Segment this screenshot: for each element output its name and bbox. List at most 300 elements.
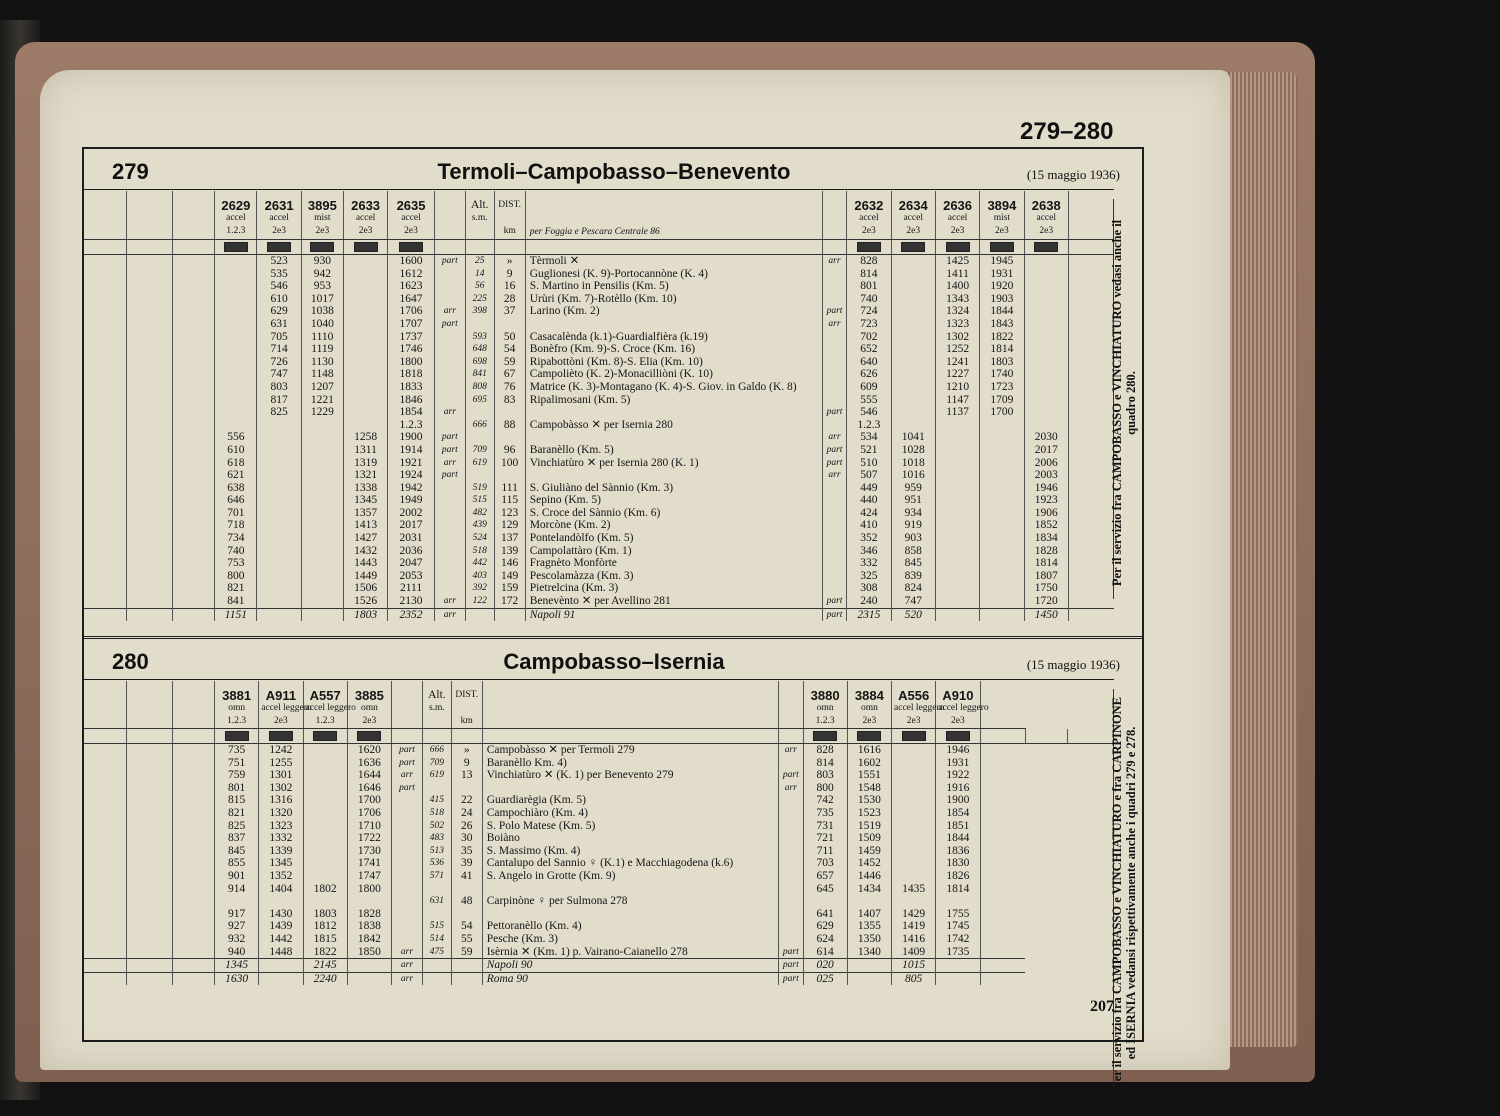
- time-cell: [1024, 293, 1068, 306]
- time-cell: [935, 444, 979, 457]
- table-row: [84, 807, 1114, 820]
- time-cell: 614: [803, 946, 847, 959]
- altitude-cell: 225: [465, 293, 494, 306]
- time-cell: 1439: [259, 920, 303, 933]
- train-number: A910: [942, 688, 974, 703]
- time-cell: 714: [257, 343, 301, 356]
- time-cell: 621: [215, 469, 257, 482]
- table-row: [84, 519, 1114, 532]
- altitude-cell: [465, 608, 494, 621]
- time-cell: [343, 293, 387, 306]
- time-cell: 1119: [301, 343, 343, 356]
- symbol-row: [84, 240, 1114, 255]
- altitude-cell: 808: [465, 381, 494, 394]
- distance-cell: 22: [451, 794, 482, 807]
- dist-header: [451, 681, 482, 729]
- blank-col: [1068, 305, 1114, 318]
- time-cell: [257, 608, 301, 621]
- time-cell: [892, 769, 936, 782]
- blank-col: [126, 293, 173, 306]
- time-cell: 1616: [847, 744, 891, 757]
- blank-col: [84, 769, 126, 782]
- blank-col: [126, 343, 173, 356]
- time-cell: [301, 595, 343, 608]
- blank-col: [126, 545, 173, 558]
- time-cell: [215, 394, 257, 407]
- altitude-cell: 514: [422, 933, 451, 946]
- station-name: Pietrelcina (Km. 3): [525, 582, 822, 595]
- arr-part-mark: [822, 419, 846, 432]
- arr-part-mark: [434, 582, 465, 595]
- train-seats: 2e3: [1039, 226, 1054, 236]
- train-header: [259, 681, 312, 729]
- altitude-cell: 619: [465, 457, 494, 470]
- table-row: [84, 744, 1114, 757]
- time-cell: 1803: [980, 356, 1024, 369]
- blank-col: [126, 191, 173, 240]
- time-cell: 903: [891, 532, 935, 545]
- time-cell: 1416: [892, 933, 936, 946]
- train-header: [935, 191, 979, 240]
- time-cell: 410: [847, 519, 891, 532]
- arr-part-mark: [822, 343, 846, 356]
- arr-part-mark: arr: [392, 972, 423, 985]
- time-cell: 1833: [388, 381, 435, 394]
- altitude-cell: 698: [465, 356, 494, 369]
- time-cell: [215, 419, 257, 432]
- altitude-cell: 841: [465, 368, 494, 381]
- station-name: Roma 90: [482, 972, 778, 985]
- time-cell: 1828: [1024, 545, 1068, 558]
- altitude-cell: 442: [465, 557, 494, 570]
- train-header: [803, 681, 847, 729]
- arr-part-mark: part: [434, 431, 465, 444]
- time-cell: 535: [257, 268, 301, 281]
- symbol-cell: [525, 240, 822, 255]
- time-cell: 1352: [259, 870, 303, 883]
- time-cell: 1548: [847, 782, 891, 795]
- time-cell: 2130: [388, 595, 435, 608]
- blank-col: [84, 933, 126, 946]
- arr-part-mark: arr: [434, 608, 465, 621]
- distance-cell: [451, 972, 482, 985]
- arr-part-mark: arr: [779, 744, 803, 757]
- arr-part-mark: arr: [392, 959, 423, 973]
- time-cell: 1350: [847, 933, 891, 946]
- blank-col: [173, 419, 215, 432]
- blank-col: [1068, 444, 1114, 457]
- table-row: [84, 920, 1114, 933]
- time-cell: 1038: [301, 305, 343, 318]
- time-cell: 1706: [347, 807, 391, 820]
- train-type-icon: [902, 731, 926, 741]
- arr-part-mark: [392, 832, 423, 845]
- train-type-icon: [357, 731, 381, 741]
- time-cell: 2017: [388, 519, 435, 532]
- altitude-cell: 475: [422, 946, 451, 959]
- arr-part-mark: arr: [392, 769, 423, 782]
- altitude-cell: 666: [465, 419, 494, 432]
- distance-cell: 13: [451, 769, 482, 782]
- blank-col: [980, 857, 1025, 870]
- time-cell: 1741: [347, 857, 391, 870]
- blank-col: [126, 883, 172, 896]
- time-cell: [215, 368, 257, 381]
- symbol-cell: [465, 240, 494, 255]
- blank-col: [126, 368, 173, 381]
- time-cell: 1814: [936, 883, 980, 896]
- time-cell: 1803: [343, 608, 387, 621]
- arr-part-mark: [434, 519, 465, 532]
- time-cell: 1041: [891, 431, 935, 444]
- train-number: 2629: [221, 198, 251, 213]
- time-cell: [301, 457, 343, 470]
- time-cell: 1523: [847, 807, 891, 820]
- time-cell: [936, 959, 980, 973]
- blank-col: [126, 946, 172, 959]
- time-cell: 2352: [388, 608, 435, 621]
- train-seats: 2e3: [951, 716, 965, 726]
- symbol-cell: [936, 729, 980, 744]
- blank-col: [84, 419, 126, 432]
- station-name: Vinchiatùro ✕ per Isernia 280 (K. 1): [525, 457, 822, 470]
- distance-cell: 55: [451, 933, 482, 946]
- time-cell: [935, 608, 979, 621]
- time-cell: 1710: [347, 820, 391, 833]
- altitude-cell: 398: [465, 305, 494, 318]
- altitude-cell: 403: [465, 570, 494, 583]
- distance-cell: [451, 883, 482, 896]
- time-cell: 1921: [388, 457, 435, 470]
- time-cell: 1900: [936, 794, 980, 807]
- time-cell: 1920: [980, 280, 1024, 293]
- alt-unit: s.m.: [428, 703, 445, 713]
- train-seats: 1.2.3: [315, 716, 335, 726]
- time-cell: [301, 519, 343, 532]
- time-cell: [257, 507, 301, 520]
- time-cell: [891, 280, 935, 293]
- dist-label: DIST.: [498, 200, 522, 210]
- time-cell: 1.2.3: [388, 419, 435, 432]
- time-cell: [301, 419, 343, 432]
- time-cell: 723: [847, 318, 891, 331]
- time-cell: 1707: [388, 318, 435, 331]
- time-cell: [847, 895, 891, 908]
- time-cell: 1040: [301, 318, 343, 331]
- time-cell: [343, 406, 387, 419]
- blank-col: [126, 519, 173, 532]
- arr-part-mark: [822, 557, 846, 570]
- train-class: accel leggero: [938, 703, 989, 713]
- time-cell: [257, 532, 301, 545]
- train-header: [301, 191, 343, 240]
- blank-col: [173, 545, 215, 558]
- blank-col: [126, 482, 173, 495]
- blank-col: [126, 794, 172, 807]
- train-number: 2633: [351, 198, 381, 213]
- time-cell: 1846: [388, 394, 435, 407]
- time-cell: 817: [257, 394, 301, 407]
- time-cell: [936, 972, 980, 985]
- blank-col: [126, 381, 173, 394]
- blank-col: [84, 507, 126, 520]
- symbol-cell: [303, 729, 347, 744]
- distance-cell: 41: [451, 870, 482, 883]
- time-cell: 1931: [936, 757, 980, 770]
- arr-part-mark: part: [822, 608, 846, 621]
- table-row: [84, 532, 1114, 545]
- blank-col: [173, 268, 215, 281]
- alt-header: [465, 191, 494, 240]
- arr-part-mark: [392, 908, 423, 921]
- blank-col: [84, 959, 126, 973]
- time-cell: [891, 331, 935, 344]
- time-cell: 1844: [936, 832, 980, 845]
- time-cell: 1.2.3: [847, 419, 891, 432]
- table-row: [84, 845, 1114, 858]
- arr-part-mark: part: [779, 972, 803, 985]
- time-cell: 726: [257, 356, 301, 369]
- time-cell: 1252: [935, 343, 979, 356]
- arr-part-mark: [822, 582, 846, 595]
- blank-col: [172, 845, 214, 858]
- time-cell: 1851: [936, 820, 980, 833]
- table-row: [84, 933, 1114, 946]
- time-cell: [257, 444, 301, 457]
- distance-cell: 83: [494, 394, 525, 407]
- table-row: [84, 368, 1114, 381]
- station-name: Tèrmoli ✕: [525, 255, 822, 268]
- train-class: accel: [226, 213, 246, 223]
- time-cell: [303, 769, 347, 782]
- time-cell: [980, 545, 1024, 558]
- time-cell: 2240: [303, 972, 347, 985]
- altitude-cell: 695: [465, 394, 494, 407]
- time-cell: 1227: [935, 368, 979, 381]
- time-cell: 1914: [388, 444, 435, 457]
- time-cell: 1207: [301, 381, 343, 394]
- time-cell: 930: [301, 255, 343, 268]
- time-cell: 805: [892, 972, 936, 985]
- station-name: Campolattàro (Km. 1): [525, 545, 822, 558]
- blank-col: [1068, 570, 1114, 583]
- time-cell: [301, 545, 343, 558]
- mark-col: [434, 191, 465, 240]
- altitude-cell: 513: [422, 845, 451, 858]
- blank-col: [173, 444, 215, 457]
- time-cell: 1551: [847, 769, 891, 782]
- blank-col: [84, 191, 126, 240]
- distance-cell: 35: [451, 845, 482, 858]
- time-cell: 747: [257, 368, 301, 381]
- time-cell: [891, 255, 935, 268]
- side-note: [1110, 199, 1142, 599]
- via-note: per Foggia e Pescara Centrale 86: [529, 227, 660, 237]
- altitude-cell: 482: [465, 507, 494, 520]
- connection-row: [84, 972, 1114, 985]
- station-name: Boiàno: [482, 832, 778, 845]
- blank-col: [173, 356, 215, 369]
- time-cell: 645: [803, 883, 847, 896]
- time-cell: 1903: [980, 293, 1024, 306]
- distance-cell: 59: [494, 356, 525, 369]
- arr-part-mark: [822, 494, 846, 507]
- time-cell: [892, 870, 936, 883]
- train-type-icon: [1034, 242, 1058, 252]
- time-cell: [347, 895, 391, 908]
- time-cell: [343, 343, 387, 356]
- time-cell: 1255: [259, 757, 303, 770]
- blank-col: [1068, 457, 1114, 470]
- blank-col: [980, 895, 1025, 908]
- time-cell: [936, 895, 980, 908]
- time-cell: [343, 280, 387, 293]
- train-number: A557: [309, 688, 341, 703]
- time-cell: 1446: [847, 870, 891, 883]
- time-cell: [257, 469, 301, 482]
- dist-unit: km: [460, 716, 473, 726]
- table-row: [84, 757, 1114, 770]
- train-seats: 2e3: [404, 226, 418, 236]
- table-row: [84, 782, 1114, 795]
- blank-col: [126, 972, 172, 985]
- time-cell: 1229: [301, 406, 343, 419]
- distance-cell: 139: [494, 545, 525, 558]
- blank-col: [126, 681, 172, 729]
- time-cell: 1828: [347, 908, 391, 921]
- arr-part-mark: part: [822, 444, 846, 457]
- time-cell: [935, 570, 979, 583]
- time-cell: [303, 794, 347, 807]
- time-cell: 020: [803, 959, 847, 973]
- time-cell: 839: [891, 570, 935, 583]
- table-row: [84, 318, 1114, 331]
- arr-part-mark: [779, 820, 803, 833]
- train-class: accel leggero: [261, 703, 312, 713]
- time-cell: 1814: [1024, 557, 1068, 570]
- time-cell: 1826: [936, 870, 980, 883]
- alt-header: [422, 681, 451, 729]
- time-cell: 1459: [847, 845, 891, 858]
- time-cell: 1906: [1024, 507, 1068, 520]
- time-cell: 821: [215, 582, 257, 595]
- blank-col: [1068, 532, 1114, 545]
- train-number: 3894: [987, 198, 1017, 213]
- blank-col: [84, 519, 126, 532]
- time-cell: 624: [803, 933, 847, 946]
- table-row: [84, 582, 1114, 595]
- distance-cell: 100: [494, 457, 525, 470]
- time-cell: 825: [215, 820, 259, 833]
- time-cell: [891, 318, 935, 331]
- arr-part-mark: [434, 394, 465, 407]
- train-class: omn: [228, 703, 246, 713]
- arr-part-mark: [434, 532, 465, 545]
- blank-col: [173, 532, 215, 545]
- time-cell: [303, 782, 347, 795]
- train-header: [1024, 191, 1068, 240]
- altitude-cell: [422, 908, 451, 921]
- blank-col: [1068, 507, 1114, 520]
- time-cell: 942: [301, 268, 343, 281]
- time-cell: 1018: [891, 457, 935, 470]
- station-name: Matrice (K. 3)-Montagano (K. 4)-S. Giov. in Galdo (K. 8): [525, 381, 822, 394]
- time-cell: 747: [891, 595, 935, 608]
- blank-col: [126, 507, 173, 520]
- time-cell: 800: [215, 570, 257, 583]
- distance-cell: [451, 908, 482, 921]
- blank-col: [126, 933, 172, 946]
- blank-col: [173, 507, 215, 520]
- timetable-280: [84, 681, 1114, 985]
- arr-part-mark: part: [822, 305, 846, 318]
- timetable-279: [84, 191, 1114, 621]
- time-cell: 825: [257, 406, 301, 419]
- time-cell: 424: [847, 507, 891, 520]
- arr-part-mark: [434, 368, 465, 381]
- time-cell: 346: [847, 545, 891, 558]
- time-cell: 1636: [347, 757, 391, 770]
- symbol-cell: [84, 240, 126, 255]
- blank-col: [173, 557, 215, 570]
- arr-part-mark: [392, 883, 423, 896]
- time-cell: 1409: [892, 946, 936, 959]
- time-cell: [347, 959, 391, 973]
- blank-col: [173, 191, 215, 240]
- table-row: [84, 356, 1114, 369]
- altitude-cell: [422, 782, 451, 795]
- time-cell: [980, 469, 1024, 482]
- time-cell: [215, 381, 257, 394]
- time-cell: 801: [215, 782, 259, 795]
- arr-part-mark: [822, 545, 846, 558]
- arr-part-mark: arr: [392, 946, 423, 959]
- section-date: (15 maggio 1936): [1026, 167, 1120, 182]
- time-cell: 025: [803, 972, 847, 985]
- station-name: S. Giuliàno del Sànnio (Km. 3): [525, 482, 822, 495]
- time-cell: [343, 419, 387, 432]
- time-cell: [980, 519, 1024, 532]
- blank-col: [173, 305, 215, 318]
- time-cell: 718: [215, 519, 257, 532]
- symbol-cell: [891, 240, 935, 255]
- arr-part-mark: [779, 908, 803, 921]
- arr-part-mark: [822, 394, 846, 407]
- time-cell: 1722: [347, 832, 391, 845]
- blank-col: [84, 494, 126, 507]
- blank-col: [1068, 519, 1114, 532]
- altitude-cell: 439: [465, 519, 494, 532]
- time-cell: 1345: [343, 494, 387, 507]
- time-cell: [215, 343, 257, 356]
- time-cell: [980, 457, 1024, 470]
- table-row: [84, 280, 1114, 293]
- time-cell: 1434: [847, 883, 891, 896]
- time-cell: 1612: [388, 268, 435, 281]
- table-row: [84, 895, 1114, 908]
- train-type-icon: [313, 731, 337, 741]
- time-cell: [803, 895, 847, 908]
- timetable-frame: [82, 147, 1144, 1089]
- blank-col: [84, 406, 126, 419]
- time-cell: [935, 545, 979, 558]
- blank-col: [84, 895, 126, 908]
- arr-part-mark: arr: [434, 595, 465, 608]
- blank-col: [173, 519, 215, 532]
- blank-col: [172, 883, 214, 896]
- arr-part-mark: [392, 870, 423, 883]
- arr-part-mark: part: [822, 595, 846, 608]
